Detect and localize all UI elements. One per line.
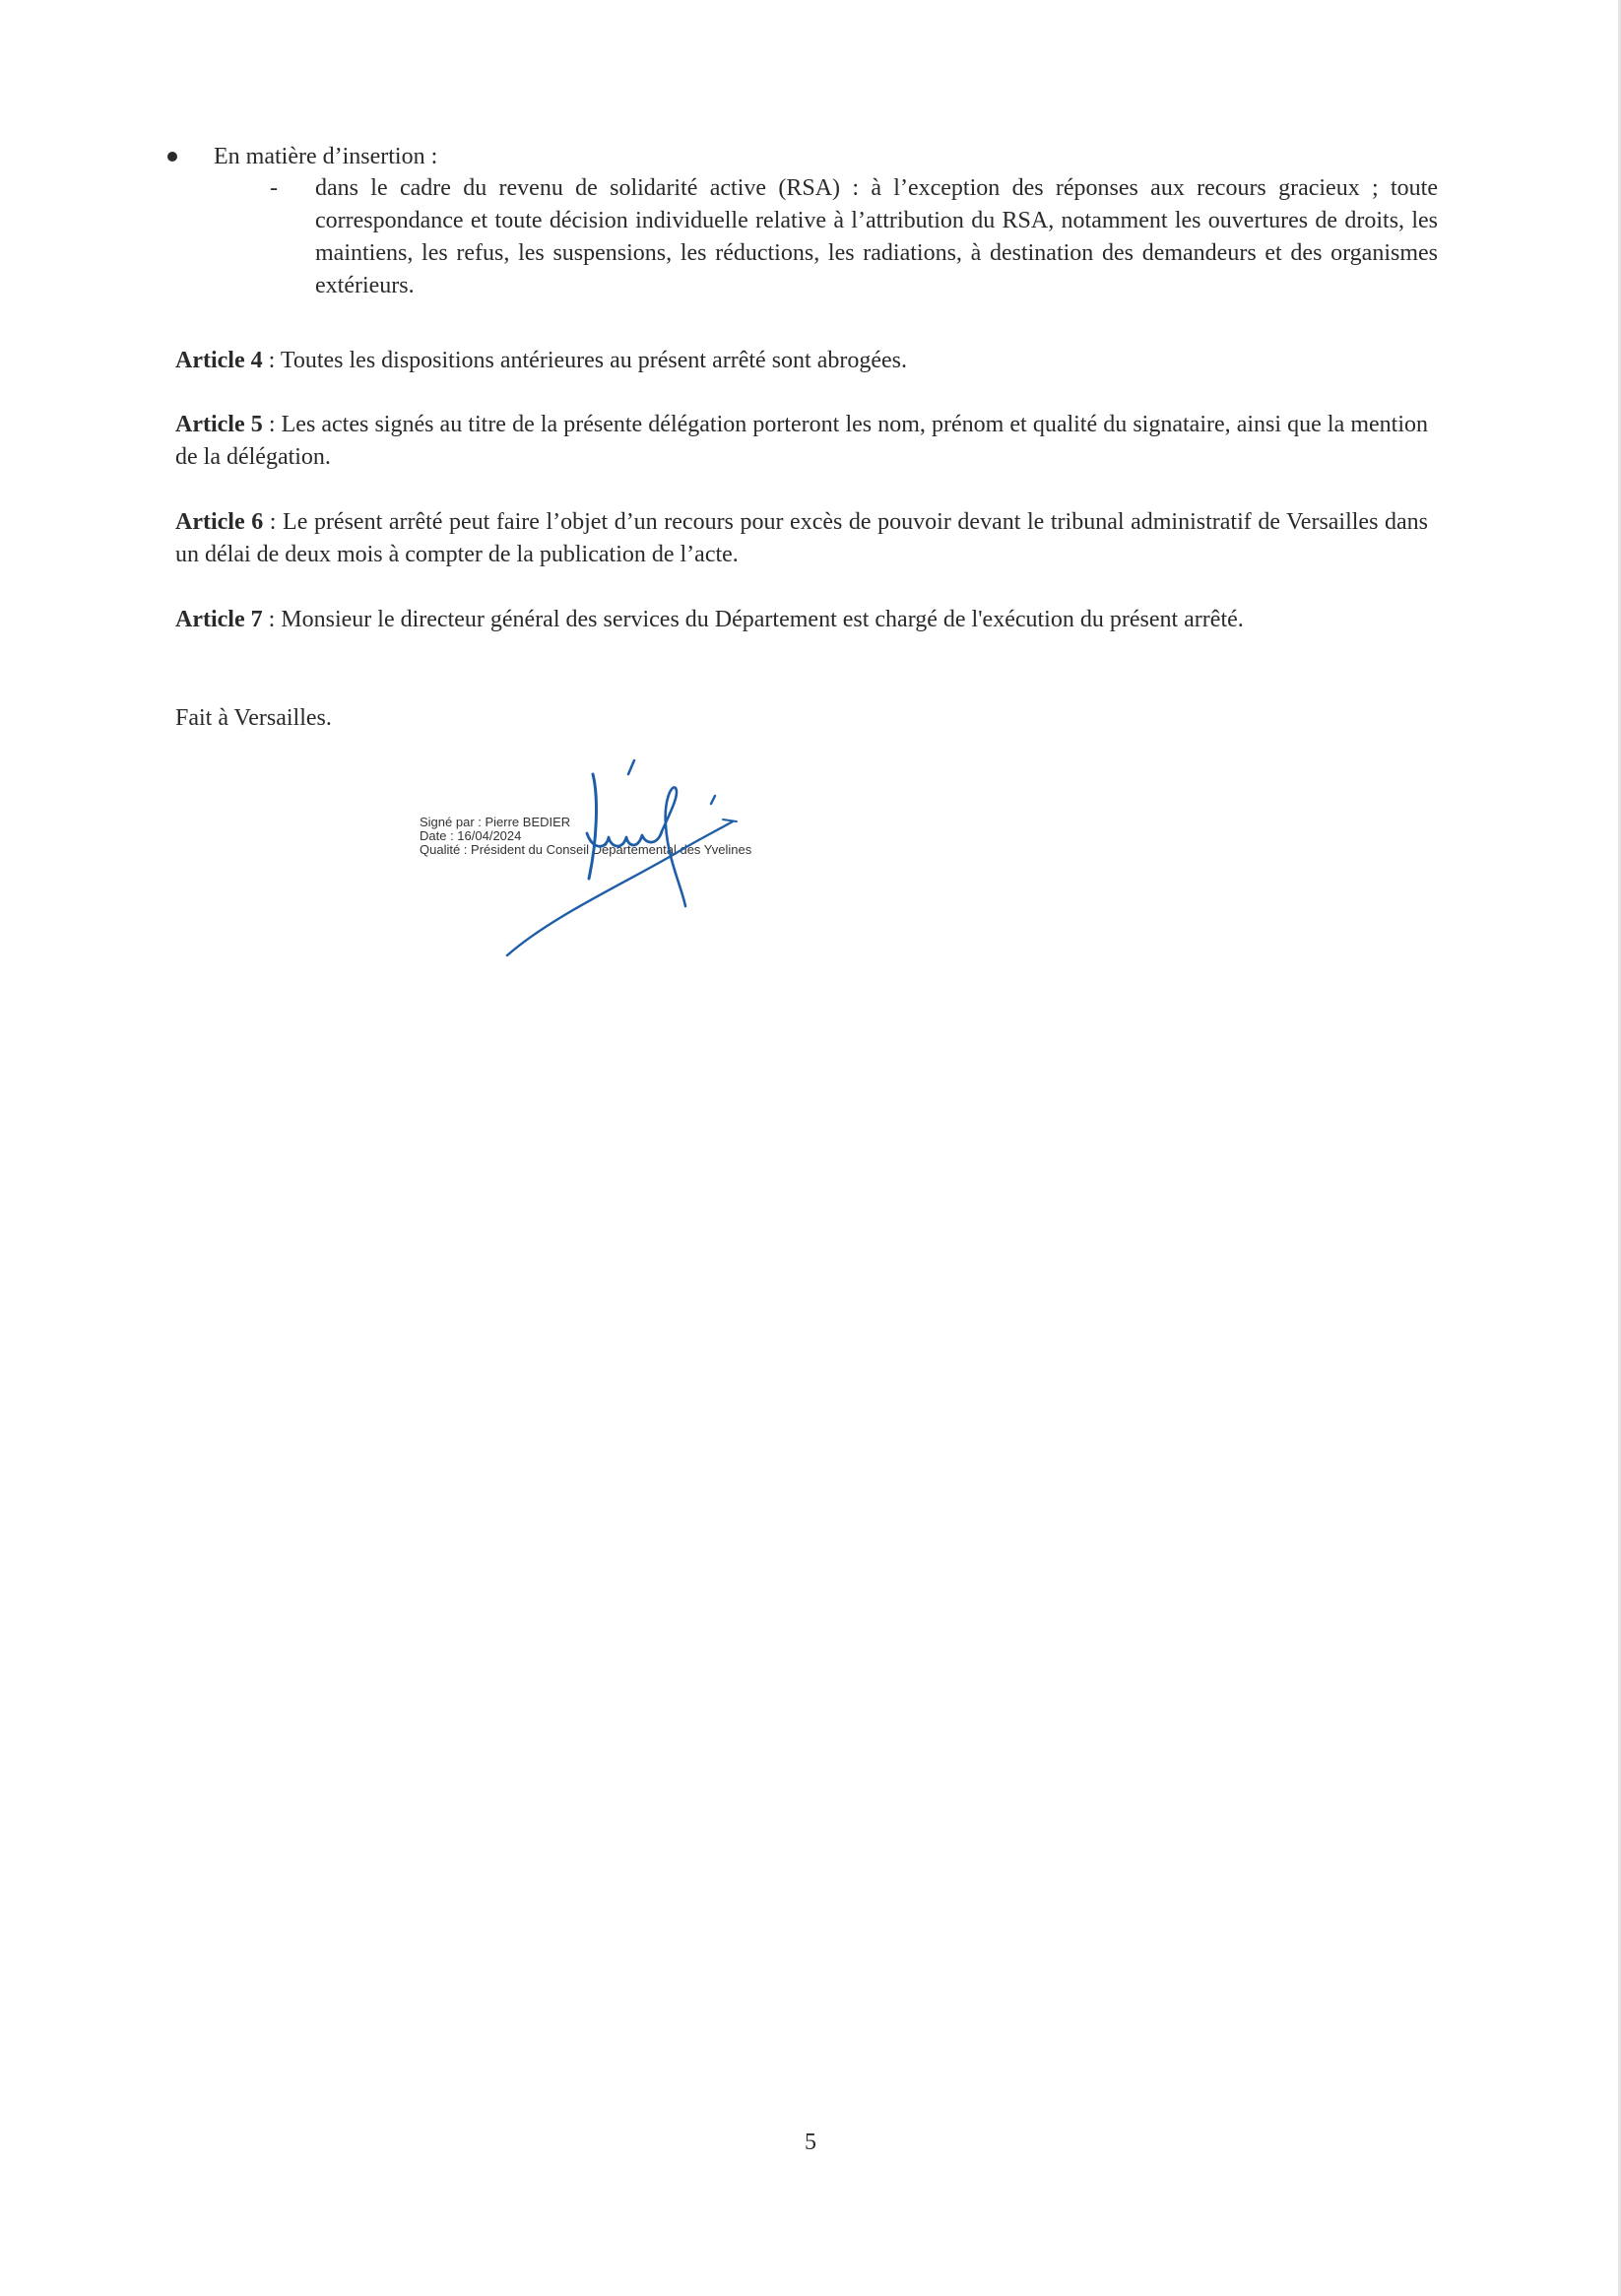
insertion-item-text: dans le cadre du revenu de solidarité active (RSA) : à l’exception des réponses aux recours gracieux ; toute correspondance et toute décision individuelle relative à l’attribution du RSA, notamment les ouvertures de droits, les maintiens, les refus, les suspensions, les réductions, les radiations, à destination des demandeurs et des organismes extérieurs. [315, 175, 1438, 298]
insertion-sub-item [167, 172, 1438, 302]
article-separator: : [262, 348, 281, 373]
handwritten-signature [414, 749, 867, 965]
sig-accent-top [628, 760, 634, 774]
article-separator: : [263, 509, 284, 535]
article-label: Article 5 [175, 412, 263, 437]
signed-by: Signé par : Pierre BEDIER [420, 815, 571, 829]
article-text: Monsieur le directeur général des services du Département est chargé de l'exécution du présent arrêté. [281, 607, 1244, 632]
article-separator: : [262, 607, 282, 632]
bullet-icon [167, 152, 177, 162]
signature-date: Date : 16/04/2024 [420, 828, 522, 843]
signature-block [414, 749, 867, 965]
insertion-bullet [167, 141, 1438, 172]
article-text: Le présent arrêté peut faire l’objet d’un recours pour excès de pouvoir devant le tribunal administratif de Versailles dans un délai de deux mois à compter de la publication de l’acte. [175, 509, 1429, 567]
signature-strokes [507, 760, 737, 955]
article-label: Article 6 [175, 509, 264, 535]
sig-tail [662, 787, 685, 906]
dash-marker: - [270, 175, 278, 201]
page-number: 5 [805, 2130, 816, 2155]
article-label: Article 7 [175, 607, 263, 632]
signature-quality: Qualité : Président du Conseil Départemental des Yvelines [420, 842, 752, 857]
sig-mark-right [711, 796, 715, 804]
article-text: Les actes signés au titre de la présente délégation porteront les nom, prénom et qualité du signataire, ainsi que la mention de la délégation. [175, 412, 1429, 470]
sig-main-stem [589, 774, 596, 879]
sig-underline [507, 821, 733, 955]
article-6 [175, 506, 1428, 571]
sig-dash-right [723, 820, 737, 821]
insertion-heading: En matière d’insertion : [214, 144, 438, 169]
article-5 [175, 409, 1428, 474]
article-4 [175, 345, 1428, 377]
insertion-section [167, 141, 1438, 302]
article-separator: : [262, 412, 282, 437]
article-text: Toutes les dispositions antérieures au présent arrêté sont abrogées. [280, 348, 907, 373]
article-7 [175, 604, 1428, 636]
sig-loops [587, 831, 662, 846]
closing-line: Fait à Versailles. [175, 705, 332, 731]
article-label: Article 4 [175, 348, 263, 373]
